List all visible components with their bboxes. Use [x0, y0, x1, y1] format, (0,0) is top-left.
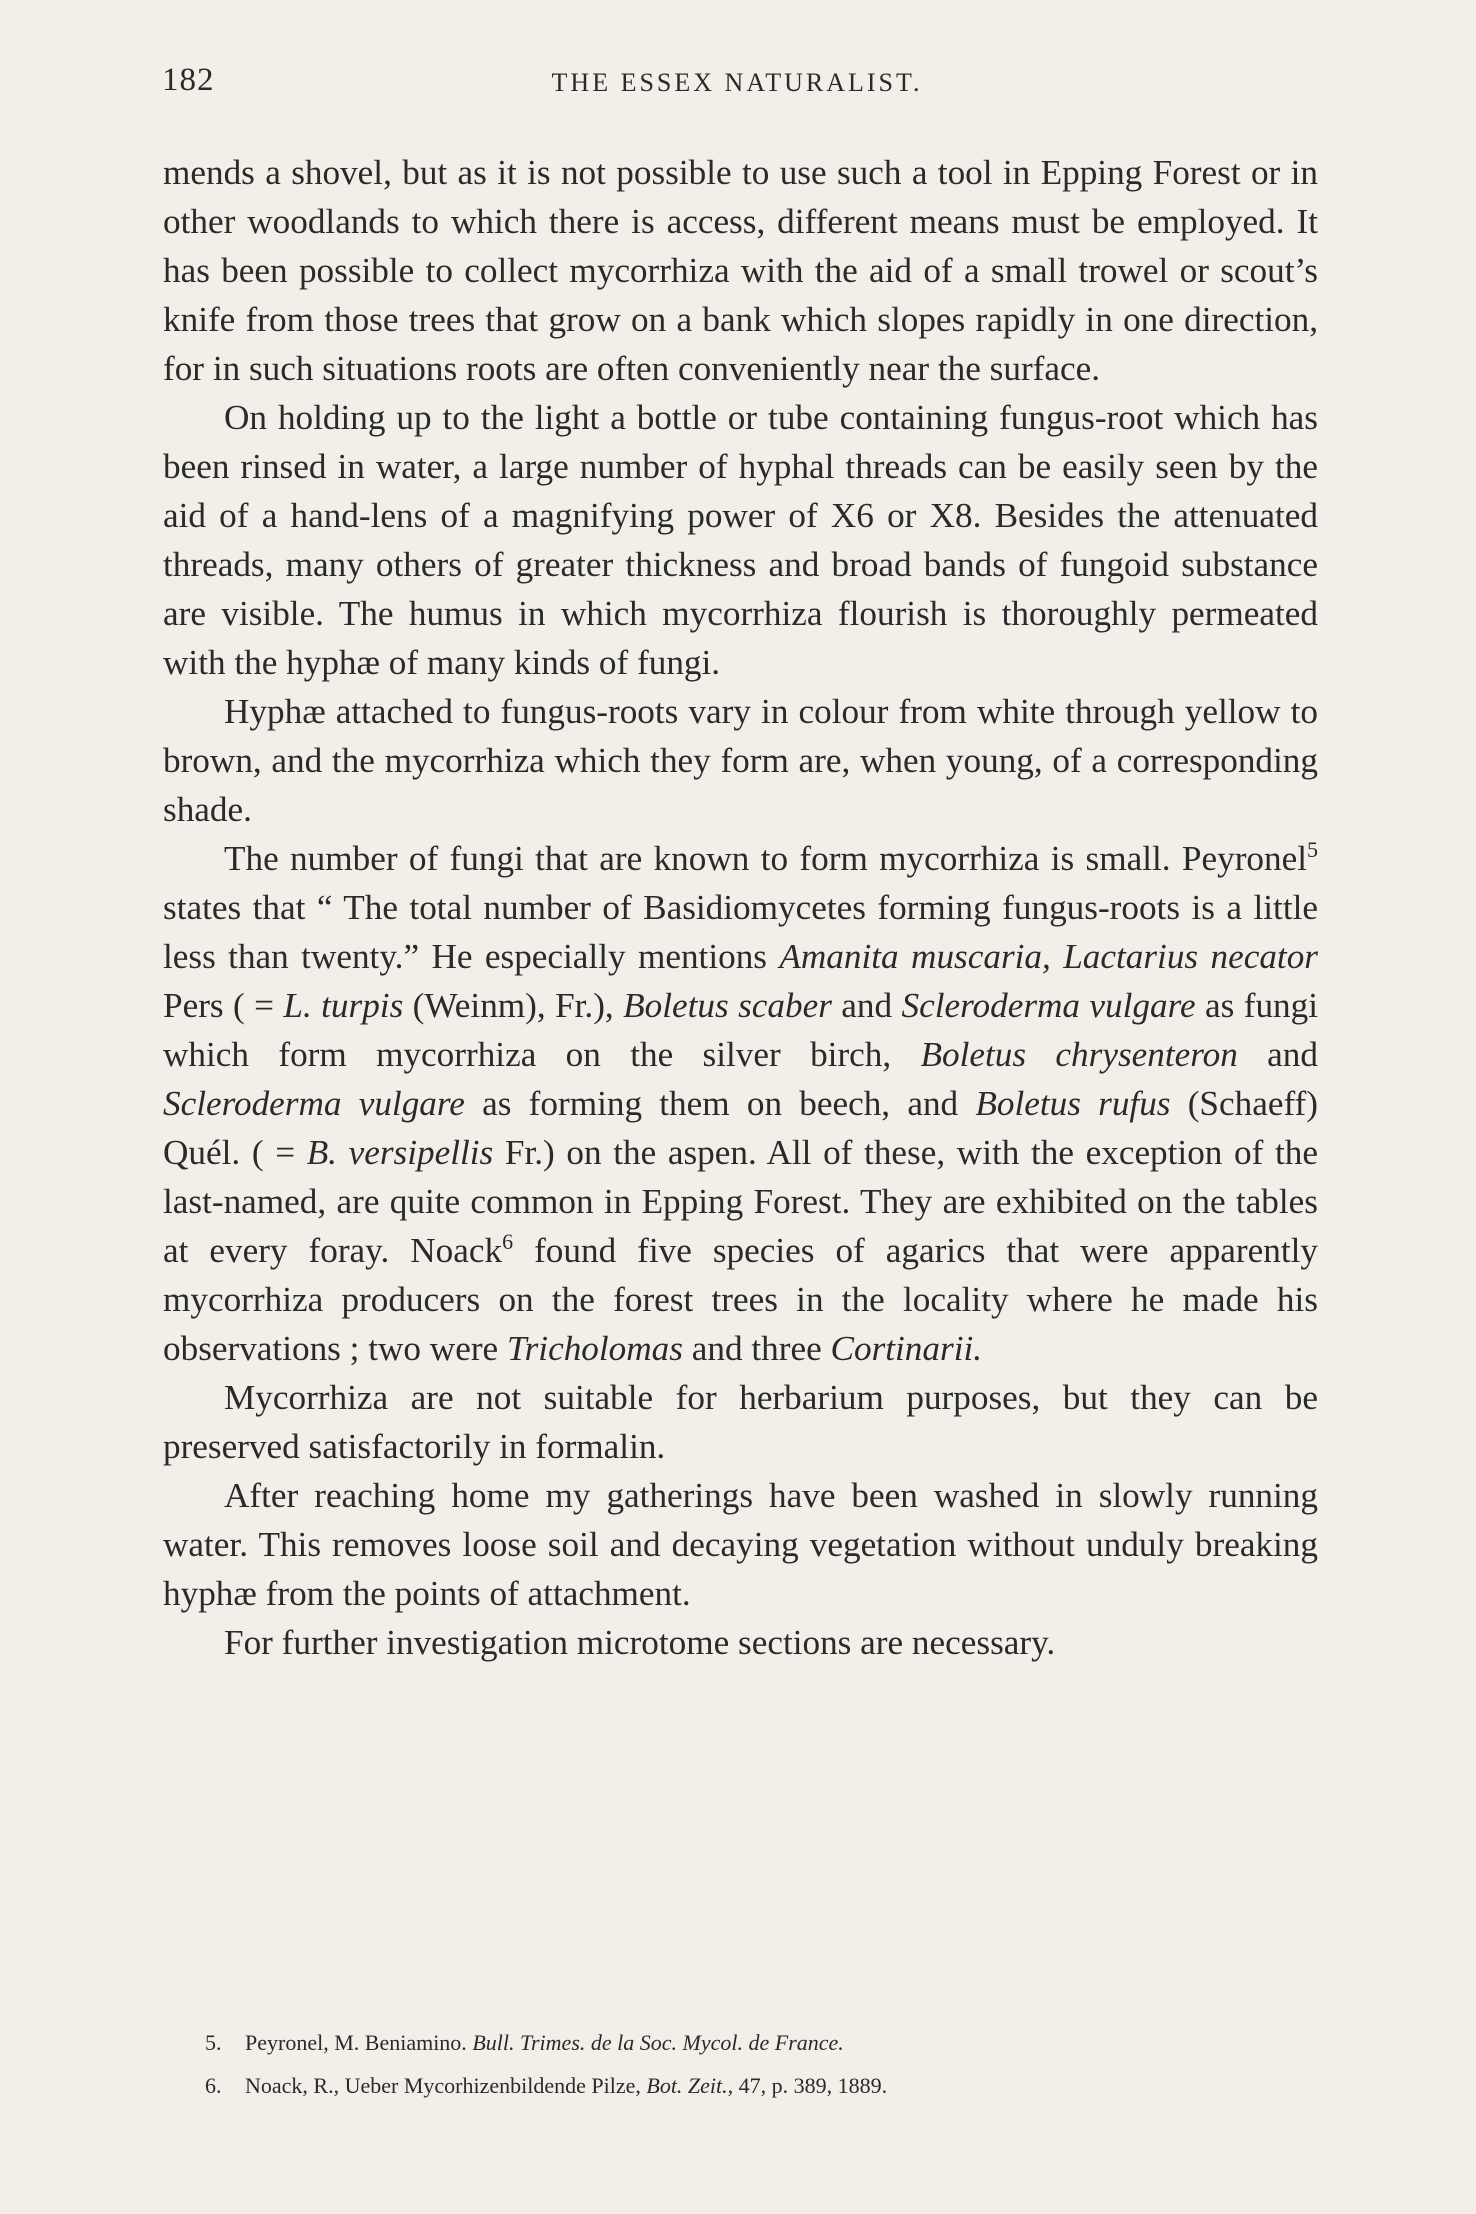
- paragraph: [163, 687, 1318, 834]
- footnote-number: 5.: [205, 2030, 222, 2055]
- footnote-reference: 6: [502, 1229, 514, 1254]
- italic-text: Bot. Zeit.: [646, 2073, 728, 2098]
- text-run: On holding up to the light a bottle or tube containing fungus-root which has been rinsed in water, a large number of hyphal threads can be easily seen by the aid of a hand-lens of a magnifying power of X6 or X8. Besides the attenuated threads, many others of greater thickness and broad bands of fungoid substance are visible. The humus in which mycorrhiza flourish is thoroughly permeated with the hyphæ of many kinds of fungi.: [163, 398, 1318, 682]
- paragraph: [163, 393, 1318, 687]
- footnote: [205, 2021, 1305, 2064]
- text-run: For further investigation microtome sections are necessary.: [224, 1623, 1056, 1662]
- footnote-number: 6.: [205, 2073, 222, 2098]
- text-run: Mycorrhiza are not suitable for herbarium purposes, but they can be preserved satisfactorily in formalin.: [163, 1378, 1318, 1466]
- italic-text: Boletus chrysenteron: [920, 1035, 1238, 1074]
- text-run: Noack, R., Ueber Mycorhizenbildende Pilze,: [245, 2073, 647, 2098]
- text-run: and three: [682, 1329, 831, 1368]
- page-number: 182: [162, 62, 215, 98]
- italic-text: L. turpis: [283, 986, 404, 1025]
- text-run: Pers ( =: [163, 986, 284, 1025]
- running-header: [162, 62, 1312, 112]
- text-run: found five species of agarics that were apparently mycorrhiza producers on the forest trees in the locality where he made his observations ; two were: [163, 1231, 1318, 1368]
- text-run: and: [831, 986, 902, 1025]
- text-run: The number of fungi that are known to form mycorrhiza is small. Peyronel: [224, 839, 1307, 878]
- text-run: states that “ The total number of Basidiomycetes forming fungus-roots is a little less than twenty.” He especially mentions: [163, 888, 1318, 976]
- text-run: Fr.) on the aspen. All of these, with the exception of the last-named, are quite common in Epping Forest. They are exhibited on the tables at every foray. Noack: [163, 1133, 1318, 1270]
- text-run: as forming them on beech, and: [464, 1084, 976, 1123]
- paragraph: [163, 1618, 1318, 1667]
- footnote: [205, 2064, 1305, 2107]
- italic-text: Boletus scaber: [623, 986, 832, 1025]
- footnotes: [205, 2021, 1305, 2107]
- italic-text: B. versipellis: [306, 1133, 494, 1172]
- text-run: (Schaeff) Quél. ( =: [163, 1084, 1318, 1172]
- italic-text: Scleroderma vulgare: [901, 986, 1196, 1025]
- italic-text: Scleroderma vulgare: [163, 1084, 465, 1123]
- paragraph: [163, 1471, 1318, 1618]
- text-run: , 47, p. 389, 1889.: [727, 2073, 888, 2098]
- text-run: (Weinm), Fr.),: [403, 986, 624, 1025]
- paragraph: [163, 1373, 1318, 1471]
- text-run: as fungi which form mycorrhiza on the silver birch,: [163, 986, 1319, 1074]
- text-run: Hyphæ attached to fungus-roots vary in colour from white through yellow to brown, and the mycorrhiza which they form are, when young, of a corresponding shade.: [163, 692, 1318, 829]
- paragraph: [163, 148, 1318, 393]
- text-run: and: [1237, 1035, 1318, 1074]
- italic-text: Tricholomas: [506, 1329, 683, 1368]
- text-run: Peyronel, M. Beniamino.: [245, 2030, 473, 2055]
- footnote-reference: 5: [1307, 837, 1318, 862]
- journal-title: THE ESSEX NATURALIST.: [551, 68, 923, 97]
- italic-text: Amanita muscaria, Lactarius necator: [779, 937, 1318, 976]
- italic-text: Boletus rufus: [975, 1084, 1171, 1123]
- italic-text: Cortinarii.: [830, 1329, 983, 1368]
- italic-text: Bull. Trimes. de la Soc. Mycol. de France.: [472, 2030, 844, 2055]
- body-text: [163, 148, 1318, 1667]
- paragraph: [163, 834, 1318, 1373]
- text-run: After reaching home my gatherings have been washed in slowly running water. This removes loose soil and decaying vegetation without unduly breaking hyphæ from the points of attachment.: [163, 1476, 1318, 1613]
- text-run: mends a shovel, but as it is not possible to use such a tool in Epping Forest or in other woodlands to which there is access, different means must be employed. It has been possible to collect mycorrhiza with the aid of a small trowel or scout’s knife from those trees that grow on a bank which slopes rapidly in one direction, for in such situations roots are often conveniently near the surface.: [163, 153, 1318, 388]
